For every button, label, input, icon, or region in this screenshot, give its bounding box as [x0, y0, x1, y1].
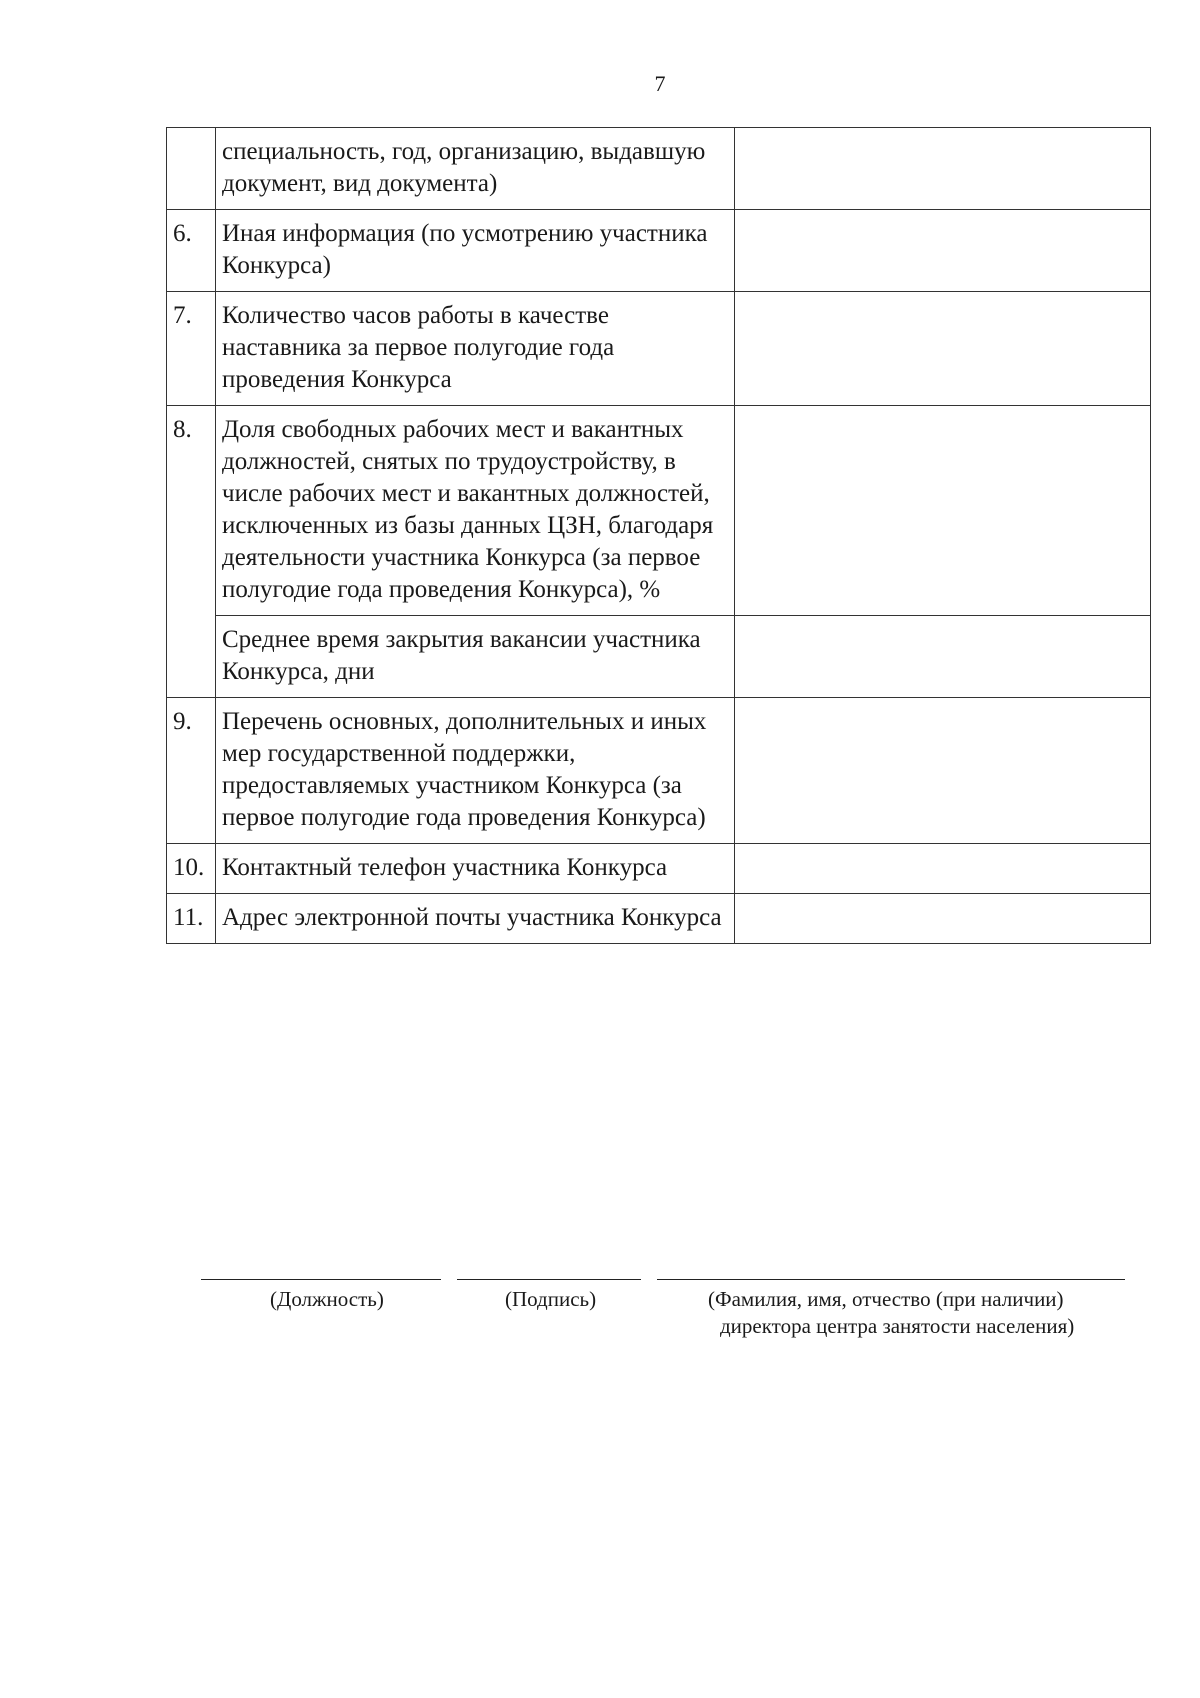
page-number: 7: [654, 71, 666, 96]
table-row: [167, 844, 1151, 894]
row-description-cell: Перечень основных, дополнительных и иных мер государственной поддержки, предоставляемых участником Конкурса (за первое полугодие года проведения Конкурса): [216, 698, 735, 844]
row-description-cell: Количество часов работы в качестве наставника за первое полугодие года проведения Конкурса: [216, 292, 735, 406]
full-name-caption-line-1: (Фамилия, имя, отчество (при наличии): [708, 1287, 1064, 1311]
full-name-caption-line-2: директора центра занятости населения): [720, 1314, 1075, 1338]
row-value-cell[interactable]: [735, 894, 1151, 944]
application-form-table: [166, 127, 1151, 944]
row-description-cell: Среднее время закрытия вакансии участника Конкурса, дни: [216, 616, 735, 698]
row-value-cell[interactable]: [735, 128, 1151, 210]
row-description-cell: Контактный телефон участника Конкурса: [216, 844, 735, 894]
table-row: [167, 406, 1151, 616]
full-name-signature-line[interactable]: [657, 1279, 1125, 1280]
signature-line[interactable]: [457, 1279, 641, 1280]
row-number-cell: 6.: [167, 210, 216, 292]
row-value-cell[interactable]: [735, 210, 1151, 292]
signature-block: [0, 1255, 1200, 1355]
table-row: [167, 616, 1151, 698]
row-value-cell[interactable]: [735, 292, 1151, 406]
position-signature-line[interactable]: [201, 1279, 441, 1280]
row-number-cell: 7.: [167, 292, 216, 406]
table-row: [167, 894, 1151, 944]
row-value-cell[interactable]: [735, 406, 1151, 616]
row-number-cell: 9.: [167, 698, 216, 844]
row-number-cell: 8.: [167, 406, 216, 698]
row-value-cell[interactable]: [735, 698, 1151, 844]
row-description-cell: специальность, год, организацию, выдавшую документ, вид документа): [216, 128, 735, 210]
row-number-cell: 11.: [167, 894, 216, 944]
row-number-cell: [167, 128, 216, 210]
row-value-cell[interactable]: [735, 844, 1151, 894]
position-caption: (Должность): [270, 1287, 384, 1311]
table-row: [167, 128, 1151, 210]
row-description-cell: Иная информация (по усмотрению участника Конкурса): [216, 210, 735, 292]
row-value-cell[interactable]: [735, 616, 1151, 698]
row-description-cell: Адрес электронной почты участника Конкурса: [216, 894, 735, 944]
row-number-cell: 10.: [167, 844, 216, 894]
row-description-cell: Доля свободных рабочих мест и вакантных должностей, снятых по трудоустройству, в числе рабочих мест и вакантных должностей, исключенных из базы данных ЦЗН, благодаря деятельности участника Конкурса (за первое полугодие года проведения Конкурса), %: [216, 406, 735, 616]
table-row: [167, 292, 1151, 406]
signature-caption: (Подпись): [505, 1287, 597, 1311]
table-row: [167, 210, 1151, 292]
table-row: [167, 698, 1151, 844]
